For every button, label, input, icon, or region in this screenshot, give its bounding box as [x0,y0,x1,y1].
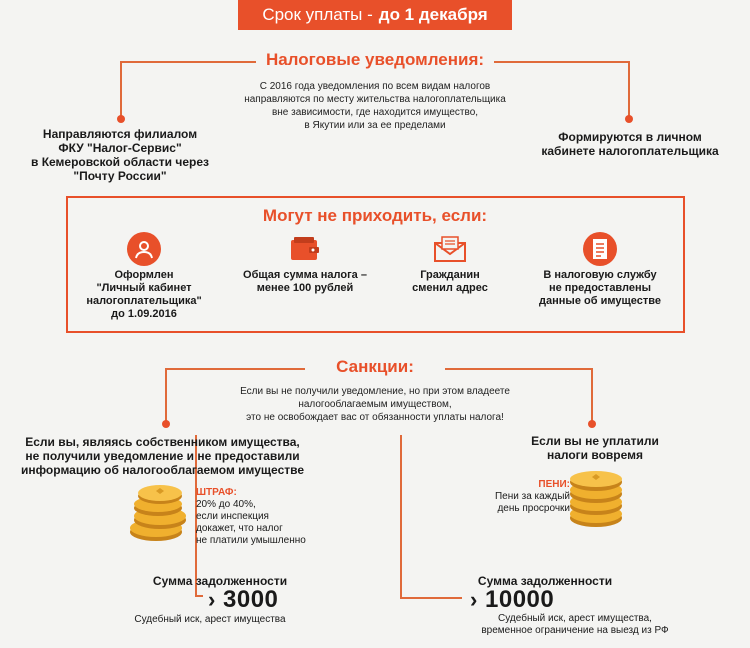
text-line: не предоставлены [548,282,652,294]
delivery-right [530,130,730,158]
text-line: Формируются в личном [558,130,702,144]
connector [445,368,593,370]
text-line: до 1.09.2016 [111,308,177,320]
text-line: "Личный кабинет [96,282,192,294]
note-line: направляются по месту жительства налогоплательщика [244,94,506,105]
text-line: "Почту России" [73,169,167,183]
connector [120,61,256,63]
connector [400,435,402,597]
text-line: день просрочки [497,503,570,514]
coins-icon [566,470,628,535]
text-line: налогоплательщика" [86,295,202,307]
condition-item [230,232,380,295]
text-line: Если вы, являясь собственником имущества, [25,435,300,449]
text-line: 20% до 40%, [196,499,256,510]
note-line: в Якутии или за ее пределами [304,120,446,131]
debt-value-left [208,586,278,614]
text-line: Судебный иск, арест имущества, [498,613,652,624]
connector [494,61,630,63]
note-line: это не освобождает вас от обязанности уплаты налога! [246,412,504,423]
coins-icon [128,484,190,549]
note-line: вне зависимости, где находится имущество, [271,107,479,118]
notifications-note [220,80,530,132]
document-icon [583,232,617,266]
text-line: Направляются филиалом [42,127,198,141]
connector-dot [588,420,596,428]
text-line: данные об имуществе [539,295,661,307]
note-line: Если вы не получили уведомление, но при этом владеете [240,386,510,397]
text-line: налоги вовремя [546,448,644,462]
consequence-right [455,613,695,637]
note-line: налогооблагаемым имуществом, [298,399,452,410]
sanction-right-heading [505,434,685,462]
connector [120,61,122,119]
text-line: сменил адрес [412,282,488,294]
text-line: Если вы не уплатили [531,434,659,448]
text-line: Пени за каждый [494,491,570,502]
condition-item [84,232,204,321]
consequence-left: Судебный иск, арест имущества [134,614,286,625]
delivery-left [20,127,220,183]
text-line: Гражданин [420,269,480,281]
greater-than-icon: › [208,587,216,612]
text-line: не получили уведомление и не предоставили [25,449,300,463]
connector [165,368,167,423]
may-not-come-title: Могут не приходить, если: [240,206,510,226]
text-line: В налоговую службу [543,269,657,281]
text-line: информацию об налогооблагаемом имуществе [20,463,305,477]
condition-item [525,232,675,308]
debt-label-right: Сумма задолженности [477,574,613,588]
condition-item [395,232,505,295]
envelope-icon [433,232,467,266]
debt-number: 10000 [485,586,555,613]
text-line: кабинете налогоплательщика [541,144,719,158]
text-line: Оформлен [114,269,174,281]
connector [195,595,203,597]
text-line: докажет, что налог [196,523,283,534]
connector-dot [162,420,170,428]
greater-than-icon: › [470,587,478,612]
sanction-left-heading [10,435,315,477]
debt-number: 3000 [223,586,279,613]
debt-value-right [470,586,554,614]
text-line: ФКУ "Налог-Сервис" [58,141,182,155]
deadline-banner [238,0,512,30]
connector-dot [625,115,633,123]
user-icon [127,232,161,266]
connector [628,61,630,119]
penalty-title: ШТРАФ: [196,487,237,498]
note-line: С 2016 года уведомления по всем видам налогов [259,81,491,92]
text-line: Общая сумма налога – [243,269,367,281]
text-line: если инспекция [196,511,269,522]
debt-label-left: Сумма задолженности [152,574,288,588]
banner-date: до 1 декабря [378,5,488,24]
connector-dot [117,115,125,123]
text-line: менее 100 рублей [256,282,354,294]
penalty-title: ПЕНИ: [538,479,570,490]
connector [400,597,462,599]
sanctions-title: Санкции: [336,357,414,376]
text-line: не платили умышленно [196,535,306,546]
banner-label: Срок уплаты - [262,5,373,24]
connector [591,368,593,423]
wallet-icon [288,232,322,266]
penalty-right [470,479,570,515]
sanctions-note [210,385,540,424]
penalty-left [196,487,326,547]
text-line: временное ограничение на выезд из РФ [481,625,669,636]
connector [165,368,305,370]
text-line: в Кемеровской области через [30,155,209,169]
notifications-title: Налоговые уведомления: [265,50,485,69]
